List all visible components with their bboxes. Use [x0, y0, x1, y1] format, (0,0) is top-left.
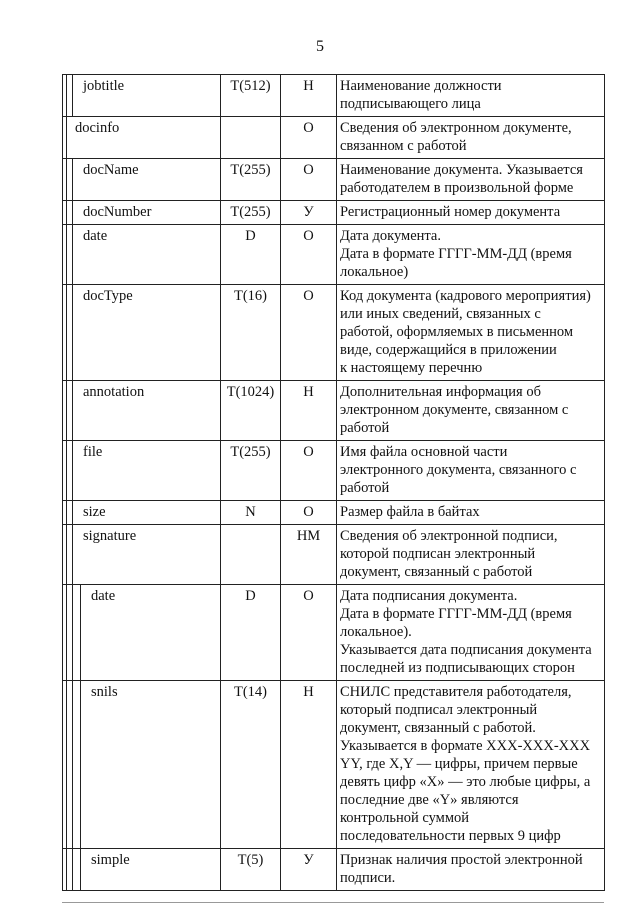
element-description	[337, 201, 605, 225]
element-requirement: Н	[281, 75, 337, 117]
element-name: file	[83, 444, 103, 460]
element-description	[337, 117, 605, 159]
description-line: Размер файла в байтах	[340, 504, 480, 520]
table-row	[63, 501, 605, 525]
description-line: Дата в формате ГГГГ-ММ-ДД (время	[340, 606, 572, 622]
table-row	[63, 75, 605, 117]
description-line: документ, связанный с работой.	[340, 720, 536, 736]
description-line: последовательности первых 9 цифр	[340, 828, 561, 844]
element-requirement: О	[281, 159, 337, 201]
element-name: docinfo	[75, 120, 120, 136]
element-type: T(1024)	[221, 381, 281, 441]
description-line: Указывается в формате ХХХ-ХХХ-ХХХ	[340, 738, 591, 754]
description-line: локальное).	[340, 624, 412, 640]
element-description	[337, 525, 605, 585]
element-type: T(16)	[221, 285, 281, 381]
element-requirement: Н	[281, 381, 337, 441]
element-name-cell	[63, 75, 221, 117]
element-description	[337, 285, 605, 381]
element-description	[337, 441, 605, 501]
element-requirement: О	[281, 585, 337, 681]
description-line: Имя файла основной части	[340, 444, 508, 460]
element-requirement: Н	[281, 681, 337, 849]
element-name-cell	[63, 285, 221, 381]
element-name-cell	[63, 681, 221, 849]
description-line: Код документа (кадрового мероприятия)	[340, 288, 591, 304]
description-line: подписывающего лица	[340, 96, 481, 112]
element-type: T(255)	[221, 201, 281, 225]
description-line: СНИЛС представителя работодателя,	[340, 684, 572, 700]
description-line: Указывается дата подписания документа	[340, 642, 592, 658]
element-description	[337, 159, 605, 201]
element-type: T(512)	[221, 75, 281, 117]
element-name: docType	[83, 288, 133, 304]
description-line: девять цифр «Х» — это любые цифры, а	[340, 774, 591, 790]
element-name: docName	[83, 162, 139, 178]
table-row	[63, 159, 605, 201]
element-requirement: У	[281, 201, 337, 225]
specification-table	[62, 74, 605, 891]
description-line: Сведения об электронной подписи,	[340, 528, 558, 544]
description-line: последней из подписывающих сторон	[340, 660, 575, 676]
description-line: который подписал электронный	[340, 702, 538, 718]
element-type: T(14)	[221, 681, 281, 849]
description-line: или иных сведений, связанных с	[340, 306, 541, 322]
element-name: docNumber	[83, 204, 152, 220]
description-line: Дата в формате ГГГГ-ММ-ДД (время	[340, 246, 572, 262]
element-description	[337, 501, 605, 525]
table-row	[63, 201, 605, 225]
description-line: последние две «Y» являются	[340, 792, 519, 808]
element-name-cell	[63, 585, 221, 681]
element-name: date	[91, 588, 116, 604]
element-requirement: О	[281, 225, 337, 285]
element-type: T(255)	[221, 441, 281, 501]
table-row	[63, 849, 605, 891]
element-description	[337, 849, 605, 891]
description-line: Наименование документа. Указывается	[340, 162, 583, 178]
element-type: D	[221, 225, 281, 285]
element-name: date	[83, 228, 108, 244]
element-requirement: НМ	[281, 525, 337, 585]
element-requirement: О	[281, 501, 337, 525]
element-type	[221, 525, 281, 585]
table-row	[63, 441, 605, 501]
table-row	[63, 525, 605, 585]
table-row	[63, 585, 605, 681]
element-description	[337, 225, 605, 285]
description-line: Дата подписания документа.	[340, 588, 518, 604]
description-line: Признак наличия простой электронной	[340, 852, 583, 868]
description-line: Наименование должности	[340, 78, 502, 94]
table-row	[63, 285, 605, 381]
element-name-cell	[63, 441, 221, 501]
description-line: Сведения об электронном документе,	[340, 120, 572, 136]
description-line: контрольной суммой	[340, 810, 470, 826]
page-bottom-edge	[62, 902, 604, 903]
element-requirement: О	[281, 441, 337, 501]
element-name: jobtitle	[83, 78, 125, 94]
element-name-cell	[63, 201, 221, 225]
element-name-cell	[63, 117, 221, 159]
description-line: работодателем в произвольной форме	[340, 180, 574, 196]
description-line: работой	[340, 480, 390, 496]
description-line: локальное)	[340, 264, 409, 280]
table-row	[63, 225, 605, 285]
specification-table-body	[63, 75, 605, 891]
description-line: электронном документе, связанном с	[340, 402, 569, 418]
element-requirement: О	[281, 117, 337, 159]
description-line: виде, содержащийся в приложении	[340, 342, 557, 358]
element-type: T(255)	[221, 159, 281, 201]
element-name: annotation	[83, 384, 145, 400]
element-name-cell	[63, 381, 221, 441]
element-requirement: О	[281, 285, 337, 381]
table-row	[63, 117, 605, 159]
description-line: Дополнительная информация об	[340, 384, 541, 400]
element-name-cell	[63, 525, 221, 585]
description-line: работой, оформляемых в письменном	[340, 324, 574, 340]
element-name: simple	[91, 852, 130, 868]
description-line: к настоящему перечню	[340, 360, 483, 376]
table-row	[63, 681, 605, 849]
element-name: snils	[91, 684, 118, 700]
element-type: D	[221, 585, 281, 681]
element-description	[337, 585, 605, 681]
element-description	[337, 75, 605, 117]
element-name-cell	[63, 501, 221, 525]
element-name-cell	[63, 159, 221, 201]
element-type: N	[221, 501, 281, 525]
description-line: Регистрационный номер документа	[340, 204, 561, 220]
element-name-cell	[63, 225, 221, 285]
page-number: 5	[316, 38, 324, 55]
description-line: Дата документа.	[340, 228, 441, 244]
description-line: электронного документа, связанного с	[340, 462, 577, 478]
description-line: связанном с работой	[340, 138, 467, 154]
element-type	[221, 117, 281, 159]
element-requirement: У	[281, 849, 337, 891]
element-type: T(5)	[221, 849, 281, 891]
element-description	[337, 381, 605, 441]
description-line: документ, связанный с работой	[340, 564, 533, 580]
element-name: size	[83, 504, 106, 520]
description-line: YY, где X,Y — цифры, причем первые	[340, 756, 578, 772]
element-description	[337, 681, 605, 849]
table-row	[63, 381, 605, 441]
element-name: signature	[83, 528, 137, 544]
element-name-cell	[63, 849, 221, 891]
description-line: которой подписан электронный	[340, 546, 536, 562]
description-line: подписи.	[340, 870, 396, 886]
description-line: работой	[340, 420, 390, 436]
